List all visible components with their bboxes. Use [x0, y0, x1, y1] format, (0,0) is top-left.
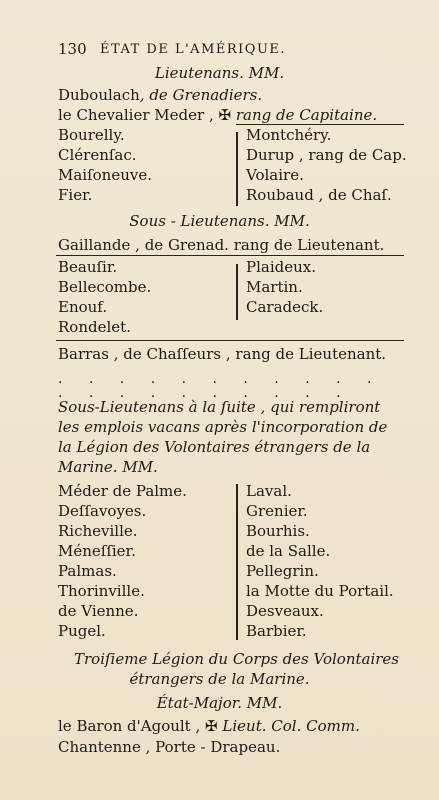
entry-dagoult: [58, 717, 360, 735]
section-heading-etat-major: État-Major. MM.: [156, 694, 283, 712]
running-title: ÉTAT DE L'AMÉRIQUE.: [100, 42, 287, 57]
section-heading-sous-lieutenans: Sous - Lieutenans. MM.: [129, 212, 310, 230]
right-name: de la Salle.: [246, 542, 331, 560]
entry-duboulach: [58, 86, 262, 104]
right-name: Pellegrin.: [246, 562, 319, 580]
entry-note: Lieut. Col. Comm.: [222, 717, 360, 735]
legion-title-line: Troiſieme Légion du Corps des Volontaires: [74, 650, 400, 668]
left-name: Méder de Palme.: [58, 482, 187, 500]
entry-note: rang de Capitaine.: [235, 106, 378, 124]
right-name: Grenier.: [246, 502, 308, 520]
left-name: Thorinville.: [58, 582, 145, 600]
right-name: Montchéry.: [246, 126, 332, 144]
separator-rule: [56, 340, 404, 341]
left-name: Beauſir.: [58, 258, 118, 276]
dotted-separator: . . . . . . . . . . . . . . . . . . . . .: [58, 371, 383, 401]
column-divider: [236, 132, 238, 206]
left-name: Fier.: [58, 186, 93, 204]
entry-note: , de Grenadiers.: [139, 86, 263, 104]
right-name: Volaire.: [246, 166, 304, 184]
left-name: Clérenſac.: [58, 146, 137, 164]
left-name: Palmas.: [58, 562, 117, 580]
cross-of-saint-louis-icon: ✠: [205, 717, 218, 735]
right-name: Martin.: [246, 278, 303, 296]
left-name: Richeville.: [58, 522, 138, 540]
right-name: Desveaux.: [246, 602, 324, 620]
column-divider: [236, 264, 238, 320]
entry-meder: [58, 106, 377, 124]
right-name-text: Durup , rang de Cap.: [246, 146, 407, 164]
legion-title-line: étrangers de la Marine.: [129, 670, 310, 688]
entry-name: le Chevalier Meder ,: [58, 106, 214, 124]
left-name: Deſſavoyes.: [58, 502, 147, 520]
column-divider: [236, 484, 238, 640]
right-name: Laval.: [246, 482, 292, 500]
underline-rule: [236, 124, 404, 125]
section-intro-line: Sous-Lieutenans à la ſuite , qui rempliront: [58, 398, 381, 416]
section-intro-line: Marine. MM.: [58, 458, 158, 476]
right-name: Bourhis.: [246, 522, 310, 540]
underline-rule: [56, 255, 404, 256]
entry-barras: Barras , de Chaſſeurs , rang de Lieutenant.: [58, 345, 387, 363]
left-name: Pugel.: [58, 622, 106, 640]
left-name: Bourelly.: [58, 126, 125, 144]
right-name: Plaideux.: [246, 258, 316, 276]
entry-chantenne: Chantenne , Porte - Drapeau.: [58, 738, 281, 756]
left-name: Bellecombe.: [58, 278, 152, 296]
section-intro-line: les emplois vacans après l'incorporation de: [58, 418, 388, 436]
section-heading-lieutenans: Lieutenans. MM.: [154, 64, 285, 82]
section-intro-line: la Légion des Volontaires étrangers de la: [58, 438, 371, 456]
page-number: 130: [58, 40, 87, 58]
right-name: Roubaud , de Chaſ.: [246, 186, 392, 204]
left-name: Rondelet.: [58, 318, 131, 336]
right-name: Barbier.: [246, 622, 307, 640]
entry-name: le Baron d'Agoult ,: [58, 717, 201, 735]
left-name: Méneſſier.: [58, 542, 136, 560]
left-name: Enouf.: [58, 298, 108, 316]
right-name: Caradeck.: [246, 298, 324, 316]
entry-gaillande: Gaillande , de Grenad. rang de Lieutenant.: [58, 236, 385, 254]
entry-name: Duboulach: [58, 86, 140, 104]
left-name: de Vienne.: [58, 602, 139, 620]
right-name: [246, 146, 407, 164]
right-name: la Motte du Portail.: [246, 582, 394, 600]
cross-of-saint-louis-icon: ✠: [218, 106, 232, 124]
left-name: Maiſoneuve.: [58, 166, 152, 184]
